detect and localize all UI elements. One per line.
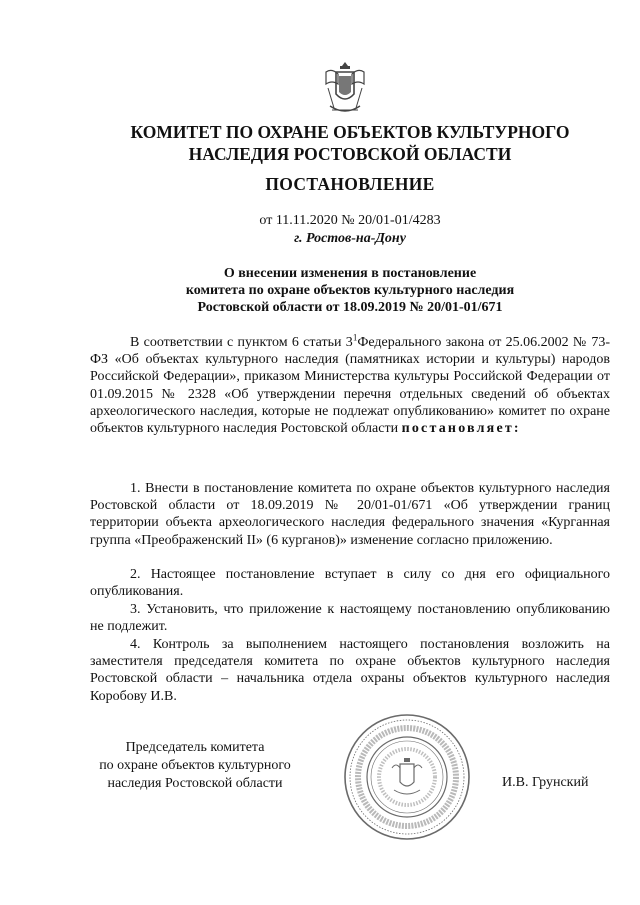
list-item: 4. Контроль за выполнением настоящего постановления возложить на заместителя председателя комитета по охране объектов культурного наследия Ростовской области – начальника отдела охраны объектов культурного наследия Коробову И.В.	[90, 637, 610, 704]
document-date-number: от 11.11.2020 № 20/01-01/4283	[259, 213, 441, 228]
signatory-position	[90, 739, 300, 793]
document-subject	[90, 265, 610, 316]
preamble-part2: Федерального закона от 25.06.2002 № 73-ФЗ «Об объектах культурного наследия (памятниках истории и культуры) народов Российской Федерации», приказом Министерства культуры Российской Федерации от 01.09.2015 № 2328 «Об утверждении перечня отдельных сведений об объектах археологического наследия, которые не подлежат опубликованию» комитет по охране объектов культурного наследия Ростовской области	[90, 335, 610, 437]
list-item: 3. Установить, что приложение к настоящему постановлению опубликованию не подлежит.	[90, 602, 610, 635]
list-item: 1. Внести в постановление комитета по охране объектов культурного наследия Ростовской области от 18.09.2019 № 20/01-01/671 «Об утверждении границ территории объекта археологического наследия федерального значения «Курганная группа «Преображенский II» (6 курганов)» изменение согласно приложению.	[90, 481, 610, 548]
signatory-name: И.В. Грунский	[502, 775, 589, 790]
subject-line1: О внесении изменения в постановление	[223, 266, 477, 281]
org-title-line2: НАСЛЕДИЯ РОСТОВСКОЙ ОБЛАСТИ	[188, 144, 512, 164]
preamble-paragraph	[90, 334, 610, 437]
list-item: 2. Настоящее постановление вступает в силу со дня его официального опубликования.	[90, 567, 610, 600]
coat-of-arms-icon	[322, 60, 368, 116]
signatory-line3: наследия Ростовской области	[107, 776, 283, 791]
preamble-part1: В соответствии с пунктом 6 статьи 3	[130, 335, 353, 350]
signatory-line1: Председатель комитета	[125, 740, 265, 755]
preamble-decree: постановляет:	[401, 421, 521, 437]
signatory-line2: по охране объектов культурного	[99, 758, 291, 773]
document-type: ПОСТАНОВЛЕНИЕ	[265, 174, 435, 194]
official-seal-icon	[342, 712, 472, 842]
subject-line3: Ростовской области от 18.09.2019 № 20/01-01/671	[197, 300, 503, 315]
preamble-superscript: 1	[352, 332, 358, 343]
org-title-line1: КОМИТЕТ ПО ОХРАНЕ ОБЪЕКТОВ КУЛЬТУРНОГО	[130, 122, 570, 142]
subject-line2: комитета по охране объектов культурного наследия	[185, 283, 515, 298]
document-city: г. Ростов-на-Дону	[294, 231, 406, 246]
organization-title	[90, 121, 610, 165]
